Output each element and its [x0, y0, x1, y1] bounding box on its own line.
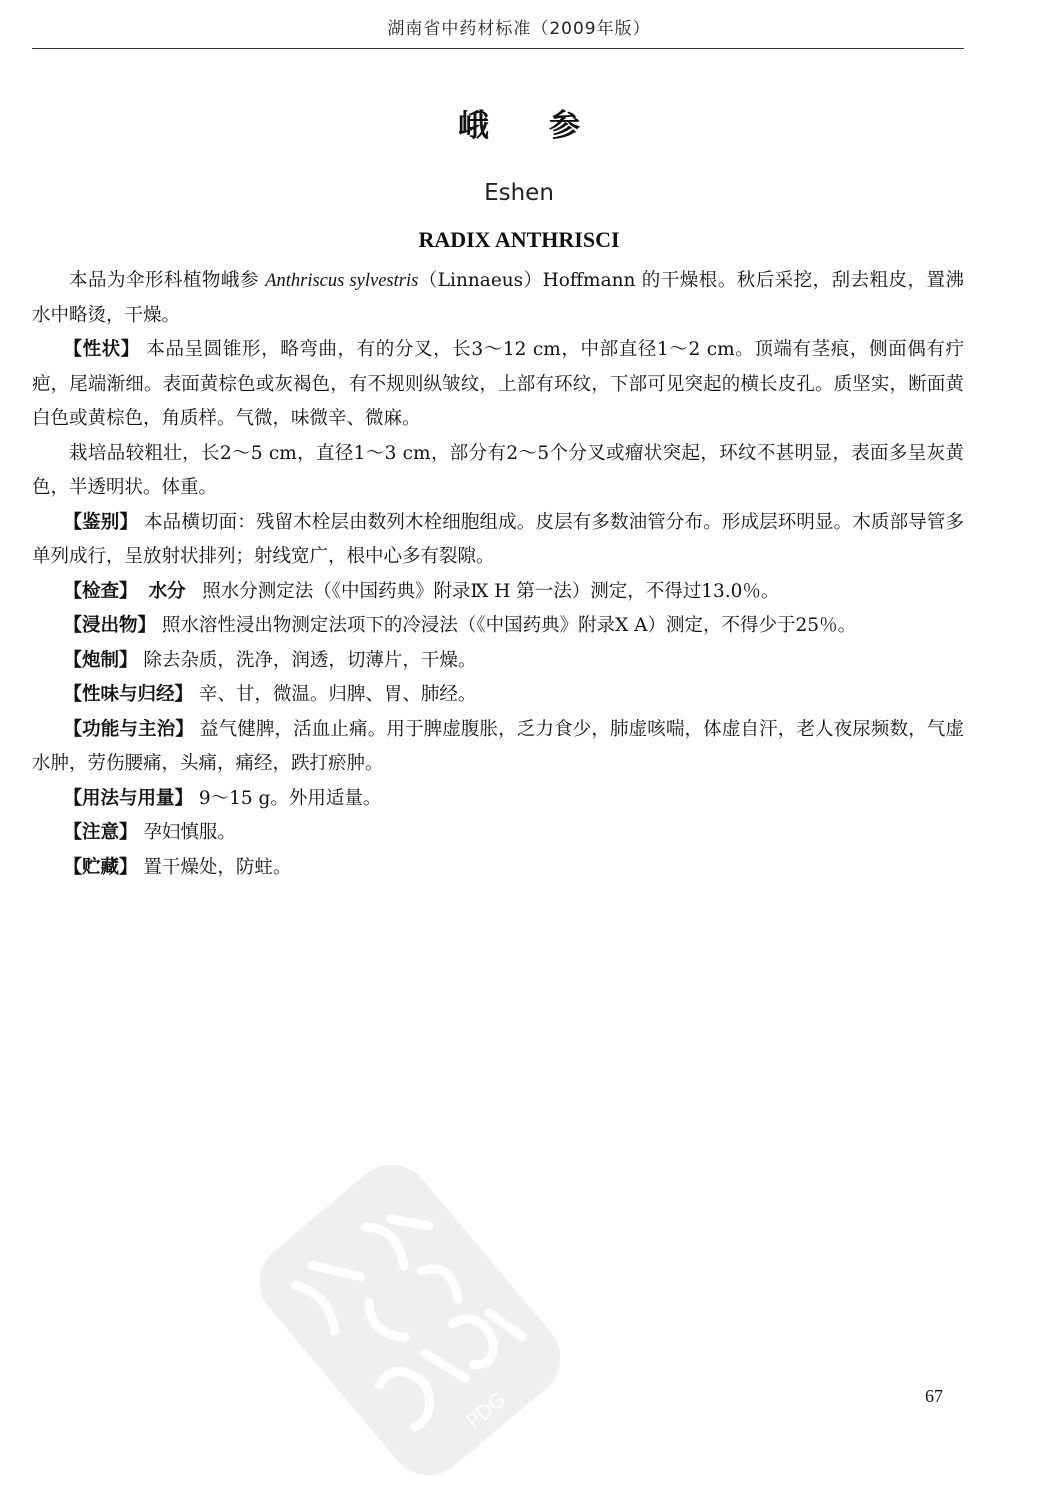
intro-paragraph	[32, 264, 964, 333]
section-label: 【用法与用量】	[63, 787, 193, 809]
subsection-label: 水分	[148, 580, 186, 602]
section-label: 【炮制】	[63, 649, 138, 671]
section-xingwei	[32, 678, 964, 713]
section-jinchuwu	[32, 609, 964, 644]
section-label: 【鉴别】	[63, 511, 139, 533]
section-gongneng	[32, 713, 964, 782]
intro-pre: 本品为伞形科植物峨参	[69, 270, 259, 291]
section-text: 9～15 g。外用适量。	[198, 787, 382, 809]
latin-name: RADIX ANTHRISCI	[418, 227, 620, 252]
section-label: 【注意】	[63, 822, 138, 843]
header-rule	[32, 48, 964, 49]
section-yongfa	[32, 782, 964, 817]
pinyin-name: Eshen	[484, 180, 554, 206]
section-text: 孕妇慎服。	[143, 822, 236, 843]
section-text: 置干燥处，防蛀。	[143, 856, 292, 878]
seal-watermark	[250, 1140, 570, 1500]
intro-post: （Linnaeus）Hoffmann 的干燥根。秋后采挖，刮去粗皮，置沸水中略烫，干燥。	[32, 270, 964, 326]
section-xingzhuang	[32, 333, 964, 437]
species-name: Anthriscus sylvestris	[265, 271, 419, 291]
running-header: 湖南省中药材标准（2009年版）	[387, 19, 651, 39]
section-label: 【性味与归经】	[63, 684, 193, 705]
watermark-text: PDG	[461, 1387, 511, 1434]
section-label: 【功能与主治】	[63, 718, 194, 740]
section-label: 【性状】	[63, 339, 140, 360]
section-text: 益气健脾，活血止痛。用于脾虚腹胀，乏力食少，肺虚咳喘，体虚自汗，老人夜尿频数，气虚水肿，劳伤腰痛，头痛，痛经，跌打瘀肿。	[32, 718, 964, 774]
section-label: 【贮藏】	[63, 856, 138, 878]
section-label: 【浸出物】	[63, 615, 156, 636]
page-number: 67	[925, 1386, 943, 1406]
section-text: 除去杂质，洗净，润透，切薄片，干燥。	[143, 649, 477, 671]
section-jianbie	[32, 506, 964, 575]
section-text: 本品横切面：残留木栓层由数列木栓细胞组成。皮层有多数油管分布。形成层环明显。木质部导管多单列成行，呈放射状排列；射线宽广，根中心多有裂隙。	[32, 511, 964, 567]
section-text: 辛、甘，微温。归脾、胃、肺经。	[198, 684, 477, 705]
section-text: 栽培品较粗壮，长2～5 cm，直径1～3 cm，部分有2～5个分叉或瘤状突起，环纹不甚明显，表面多呈灰黄色，半透明状。体重。	[32, 442, 964, 498]
section-zhuyi	[32, 816, 964, 851]
section-paozhi	[32, 644, 964, 679]
section-text: 本品呈圆锥形，略弯曲，有的分叉，长3～12 cm，中部直径1～2 cm。顶端有茎痕，侧面偶有疔疤，尾端渐细。表面黄棕色或灰褐色，有不规则纵皱纹，上部有环纹，下部可见突起的横长皮孔。质坚实，断面黄白色或黄棕色，角质样。气微，味微辛、微麻。	[32, 339, 964, 429]
section-label: 【检查】	[63, 580, 138, 602]
section-zhucang	[32, 851, 964, 886]
section-zaipei	[32, 437, 964, 506]
section-text: 照水分测定法（《中国药典》附录Ⅸ H 第一法）测定，不得过13.0％。	[202, 580, 780, 602]
page-title: 峨参	[458, 108, 640, 144]
section-jiancha	[32, 575, 964, 610]
monograph-body	[32, 264, 964, 885]
section-text: 照水溶性浸出物测定法项下的冷浸法（《中国药典》附录Ⅹ A）测定，不得少于25％。	[161, 615, 857, 636]
